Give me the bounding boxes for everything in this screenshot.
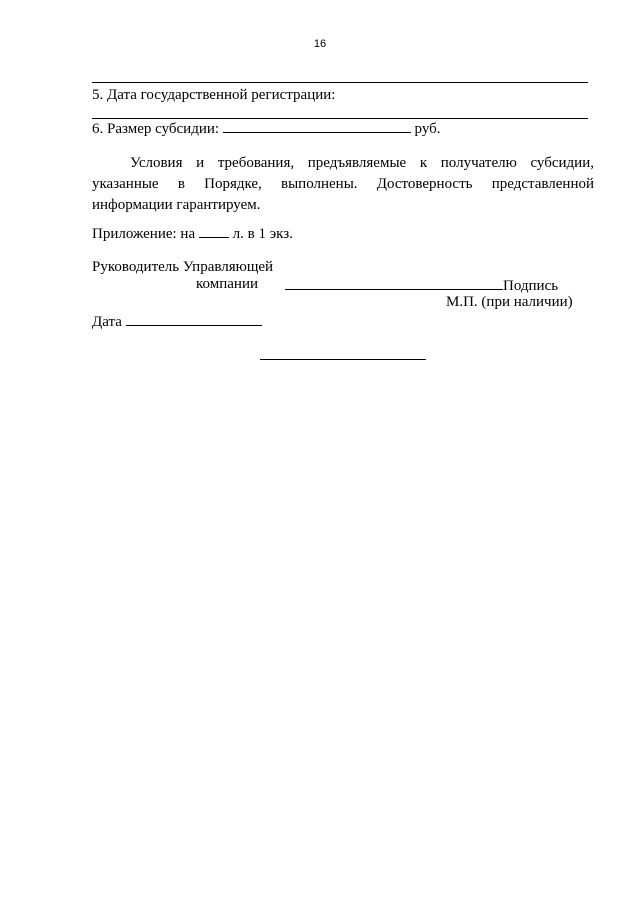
statement-line-1: Условия и требования, предъявляемые к получателю субсидии, xyxy=(130,155,594,171)
signature-blank xyxy=(285,275,503,290)
closing-separator xyxy=(260,359,426,360)
attachment-suffix: л. в 1 экз. xyxy=(232,226,293,242)
date-blank xyxy=(126,311,262,326)
statement-line-2: указанные в Порядке, выполнены. Достоверность представленной xyxy=(92,176,594,192)
subsidy-amount-label: 6. Размер субсидии: xyxy=(92,121,220,137)
statement-line-3: информации гарантируем. xyxy=(92,197,261,213)
field-4-underline xyxy=(92,82,588,83)
stamp-label: М.П. (при наличии) xyxy=(446,294,573,310)
signer-role-line-1: Руководитель Управляющей xyxy=(92,259,274,275)
date-label: Дата xyxy=(92,314,122,330)
signer-role-line-2: компании xyxy=(196,276,258,292)
attachment-pages-blank xyxy=(199,223,229,238)
signature-row xyxy=(285,275,558,295)
attachment-prefix: Приложение: на xyxy=(92,226,196,242)
attachment-row xyxy=(92,223,293,243)
statement-paragraph xyxy=(92,153,594,216)
subsidy-currency: руб. xyxy=(414,121,441,137)
date-row xyxy=(92,311,262,331)
subsidy-amount-row xyxy=(92,118,441,138)
registration-date-label: 5. Дата государственной регистрации: xyxy=(92,87,336,103)
page-number: 16 xyxy=(313,38,327,50)
signature-label: Подпись xyxy=(503,278,559,294)
subsidy-amount-blank xyxy=(223,118,411,133)
